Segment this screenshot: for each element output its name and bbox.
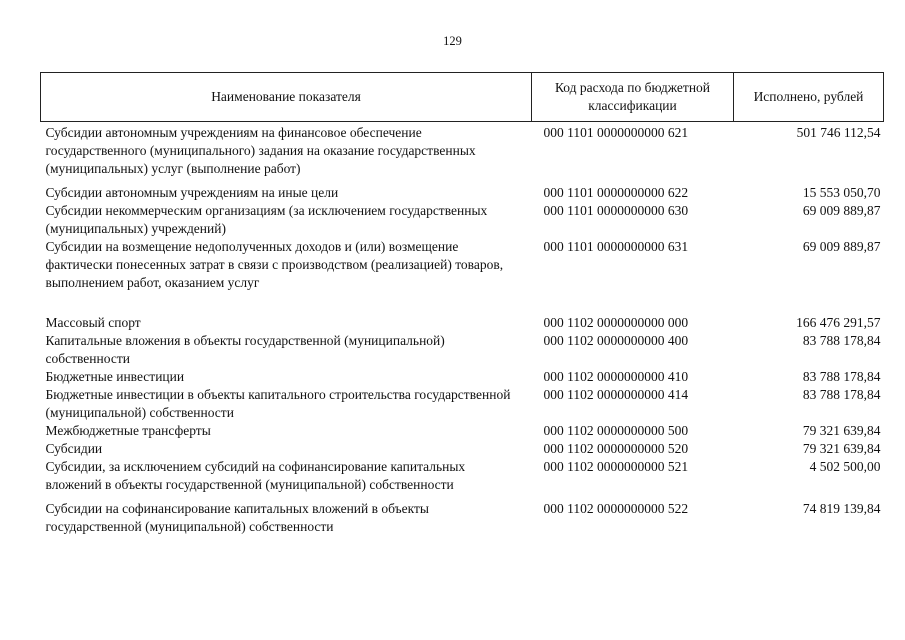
table-row [41, 184, 884, 202]
row-amount: 83 788 178,84 [802, 387, 881, 402]
row-amount: 69 009 889,87 [802, 239, 881, 254]
table-row [41, 386, 884, 422]
row-code: 000 1101 0000000000 631 [543, 239, 689, 254]
row-name: Субсидии [45, 441, 103, 456]
row-amount: 15 553 050,70 [802, 185, 881, 200]
table-row [41, 202, 884, 238]
report-table-container [40, 72, 883, 536]
row-amount: 501 746 112,54 [796, 125, 881, 140]
row-code: 000 1102 0000000000 500 [543, 423, 689, 438]
table-body [41, 122, 884, 537]
row-code: 000 1102 0000000000 521 [543, 459, 689, 474]
row-code: 000 1102 0000000000 522 [543, 501, 689, 516]
header-amount: Исполнено, рублей [734, 73, 884, 122]
row-name: Капитальные вложения в объекты государственной (муниципальной) собственности [45, 333, 445, 366]
table-row [41, 332, 884, 368]
row-name: Субсидии автономным учреждениям на финансовое обеспечение государственного (муниципального) задания на оказание государственных (муниципальных) услуг (выполнение работ) [45, 125, 476, 176]
row-amount: 79 321 639,84 [802, 441, 881, 456]
table-row [41, 122, 884, 185]
table-header [41, 73, 884, 122]
row-code: 000 1101 0000000000 630 [543, 203, 689, 218]
row-amount: 166 476 291,57 [796, 315, 881, 330]
header-name: Наименование показателя [41, 73, 532, 122]
table-row [41, 368, 884, 386]
row-code: 000 1102 0000000000 520 [543, 441, 689, 456]
row-code: 000 1101 0000000000 621 [543, 125, 689, 140]
row-name: Бюджетные инвестиции в объекты капитального строительства государственной (муниципальной) собственности [45, 387, 511, 420]
row-code: 000 1101 0000000000 622 [543, 185, 689, 200]
row-name: Субсидии на возмещение недополученных доходов и (или) возмещение фактически понесенных затрат в связи с производством (реализацией) товаров, выполнением работ, оказанием услуг [45, 239, 504, 290]
row-amount: 74 819 139,84 [802, 501, 881, 516]
table-row [41, 422, 884, 440]
row-name: Субсидии некоммерческим организациям (за исключением государственных (муниципальных) учреждений) [45, 203, 488, 236]
row-name: Субсидии автономным учреждениям на иные цели [45, 185, 339, 200]
row-amount: 4 502 500,00 [809, 459, 881, 474]
row-name: Межбюджетные трансферты [45, 423, 211, 438]
row-amount: 79 321 639,84 [802, 423, 881, 438]
row-name: Субсидии, за исключением субсидий на софинансирование капитальных вложений в объекты государственной (муниципальной) собственности [45, 459, 466, 492]
row-code: 000 1102 0000000000 414 [543, 387, 689, 402]
row-amount: 69 009 889,87 [802, 203, 881, 218]
row-code: 000 1102 0000000000 400 [543, 333, 689, 348]
table-row [41, 458, 884, 500]
page-number: 129 [443, 34, 462, 48]
row-code: 000 1102 0000000000 410 [543, 369, 689, 384]
expenditure-table [40, 72, 884, 536]
row-name: Бюджетные инвестиции [45, 369, 185, 384]
row-amount: 83 788 178,84 [802, 369, 881, 384]
table-row [41, 314, 884, 332]
row-amount: 83 788 178,84 [802, 333, 881, 348]
table-row [41, 440, 884, 458]
header-row [41, 73, 884, 122]
row-name: Массовый спорт [45, 315, 141, 330]
table-row [41, 238, 884, 314]
row-name: Субсидии на софинансирование капитальных вложений в объекты государственной (муниципальной) собственности [45, 501, 429, 534]
row-code: 000 1102 0000000000 000 [543, 315, 689, 330]
header-code: Код расхода по бюджетной классификации [532, 73, 734, 122]
table-row [41, 500, 884, 536]
